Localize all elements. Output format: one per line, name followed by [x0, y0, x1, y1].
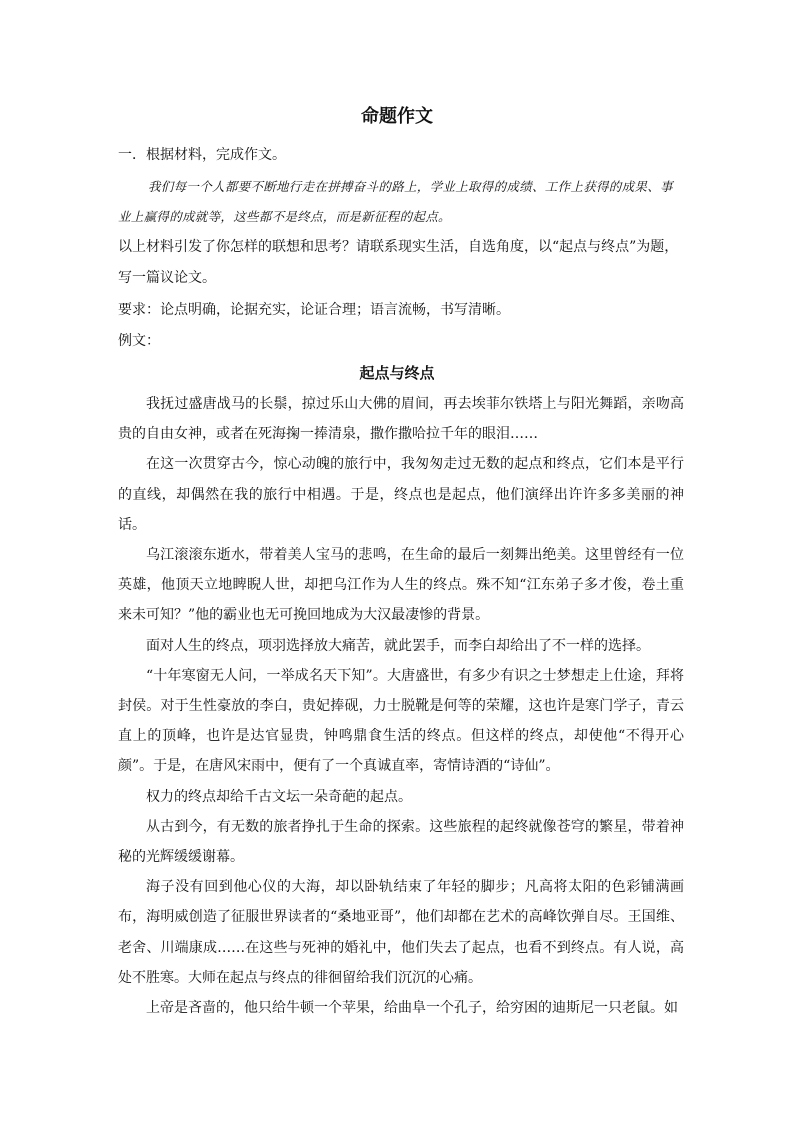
essay-paragraph: 面对人生的终点，项羽选择放大痛苦，就此罢手，而李白却给出了不一样的选择。: [146, 637, 650, 654]
essay-paragraph: 我抚过盛唐战马的长鬃，掠过乐山大佛的眉间，再去埃菲尔铁塔上与阳光舞蹈，亲吻高贵的自由女神，或者在死海掬一捧清泉，撒作撒哈拉千年的眼泪……: [118, 396, 684, 443]
essay-title: 起点与终点: [359, 364, 435, 382]
writing-prompt: 以上材料引发了你怎样的联想和思考？请联系现实生活，自选角度，以“起点与终点”为题，写一篇议论文。: [118, 239, 679, 286]
essay-paragraph: “十年寒窗无人问，一举成名天下知”。大唐盛世，有多少有识之士梦想走上仕途，拜将封侯。对于生性豪放的李白，贵妃捧砚，力士脱靴是何等的荣耀，这也许是寒门学子，青云直上的顶峰，也许是达官显贵，钟鸣鼎食生活的终点。但这样的终点，却使他“不得开心颜”。于是，在唐风宋雨中，便有了一个真诚直率，寄情诗酒的“诗仙”。: [118, 667, 684, 775]
essay-paragraph: 权力的终点却给千古文坛一朵奇葩的起点。: [146, 788, 412, 805]
requirements-text: 要求：论点明确，论据充实，论证合理；语言流畅，书写清晰。: [118, 302, 510, 318]
page-title: 命题作文: [361, 106, 433, 127]
material-quote: 我们每一个人都要不断地行走在拼搏奋斗的路上，学业上取得的成绩、工作上获得的成果、事业上赢得的成就等，这些都不是终点，而是新征程的起点。: [118, 179, 673, 224]
essay-paragraph: 在这一次贯穿古今，惊心动魄的旅行中，我匆匆走过无数的起点和终点，它们本是平行的直线，却偶然在我的旅行中相遇。于是，终点也是起点，他们演绎出许许多多美丽的神话。: [118, 456, 684, 533]
essay-paragraph: 乌江滚滚东逝水，带着美人宝马的悲鸣，在生命的最后一刻舞出绝美。这里曾经有一位英雄，他顶天立地睥睨人世，却把乌江作为人生的终点。殊不知“江东弟子多才俊，卷土重来未可知？”他的霸业也无可挽回地成为大汉最凄惨的背景。: [118, 547, 684, 624]
question-heading: 一．根据材料，完成作文。: [118, 147, 286, 163]
essay-body: [118, 389, 684, 1023]
essay-paragraph: 海子没有回到他心仪的大海，却以卧轨结束了年轻的脚步；凡高将太阳的色彩铺满画布，海明威创造了征服世界读者的“桑地亚哥”，他们却都在艺术的高峰饮弹自尽。王国维、老舍、川端康成……在这些与死神的婚礼中，他们失去了起点，也看不到终点。有人说，高处不胜寒。大师在起点与终点的徘徊留给我们沉沉的心痛。: [118, 879, 684, 986]
essay-paragraph: 从古到今，有无数的旅者挣扎于生命的探索。这些旅程的起终就像苍穹的繁星，带着神秘的光辉缓缓谢幕。: [118, 818, 684, 866]
essay-paragraph: 上帝是吝啬的，他只给牛顿一个苹果，给曲阜一个孔子，给穷困的迪斯尼一只老鼠。如: [146, 1000, 678, 1017]
example-label: 例文：: [118, 333, 160, 349]
